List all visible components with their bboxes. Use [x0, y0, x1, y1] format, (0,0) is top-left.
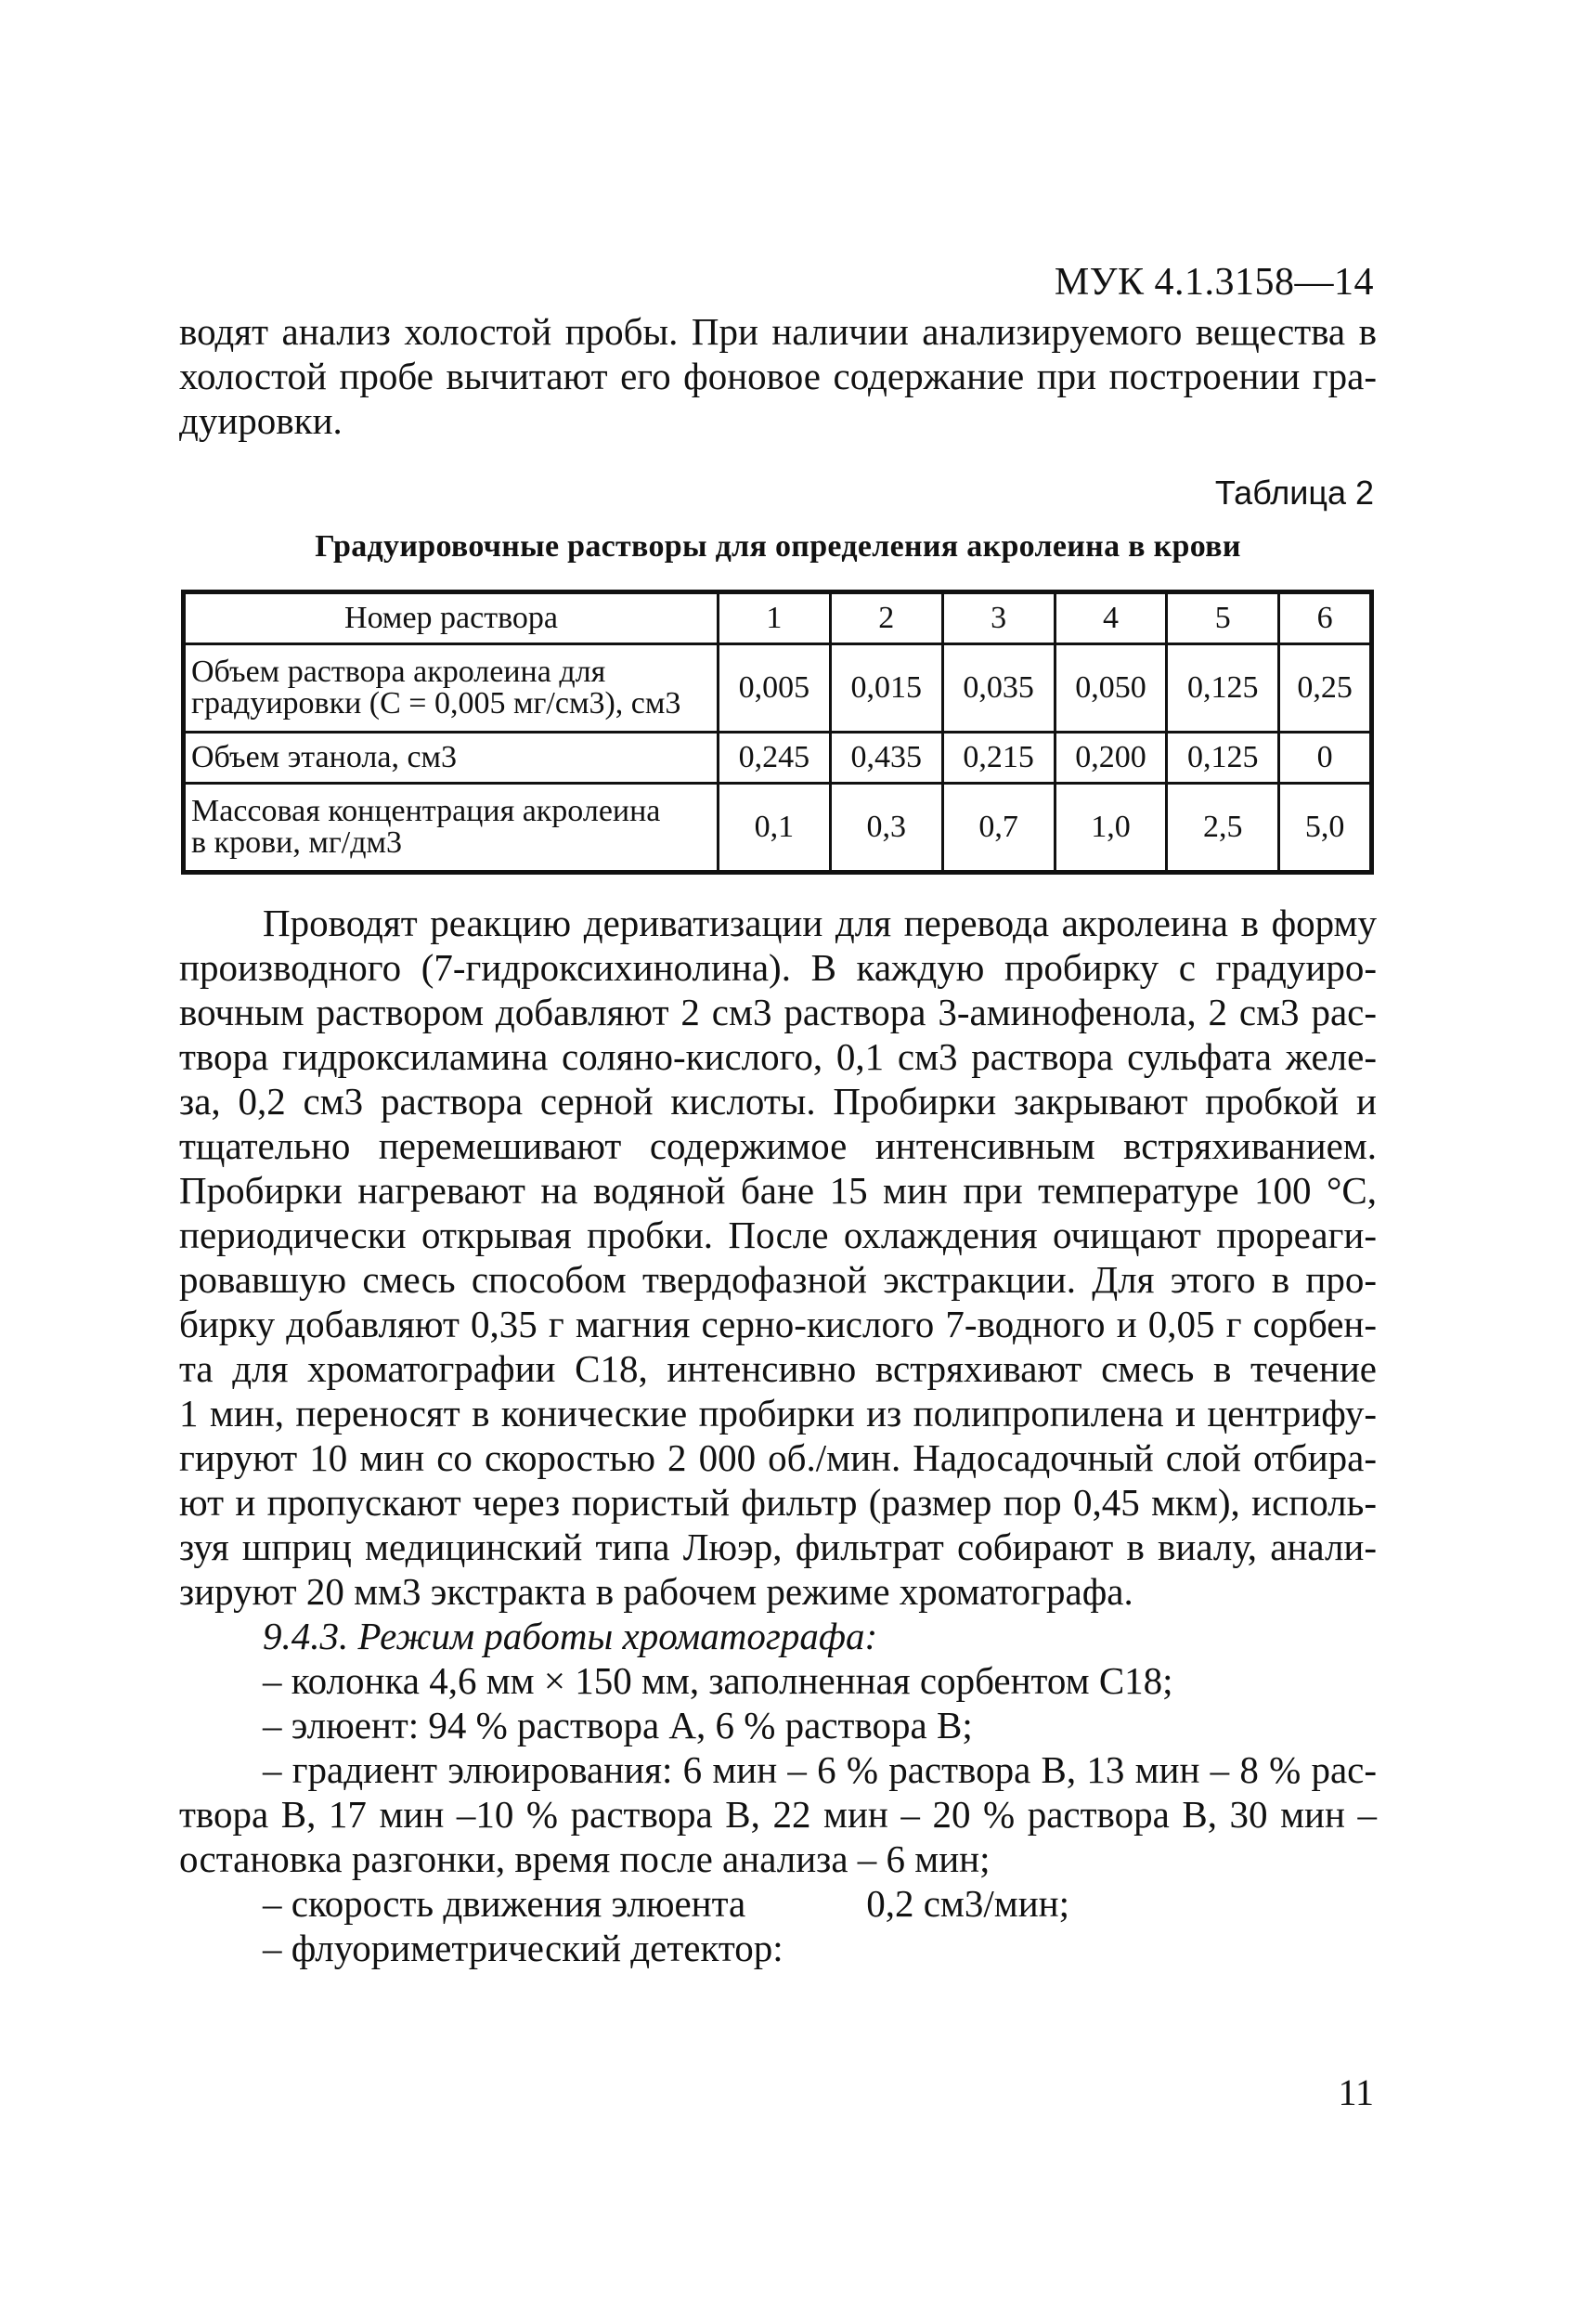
table-cell: 0,125: [1167, 733, 1279, 784]
text-line: вочным раствором добавляют 2 см3 раствора 3-аминофенола, 2 см3 рас-: [179, 991, 1377, 1033]
table-cell: 5,0: [1279, 784, 1372, 873]
table-cell: 0,25: [1279, 644, 1372, 733]
table-cell: 0,200: [1055, 733, 1167, 784]
table-header-row: [184, 592, 1372, 644]
mode-item: – флуориметрический детектор:: [263, 1927, 784, 1969]
table-cell: 1: [719, 592, 831, 644]
table-cell: 0,050: [1055, 644, 1167, 733]
table-cell: 1,0: [1055, 784, 1167, 873]
text-line: бирку добавляют 0,35 г магния серно-кислого 7-водного и 0,05 г сорбен-: [179, 1303, 1377, 1345]
text-line: Проводят реакцию дериватизации для перевода акролеина в форму: [263, 902, 1377, 944]
text-line: ют и пропускают через пористый фильтр (размер пор 0,45 мкм), исполь-: [179, 1481, 1377, 1524]
table-row: [184, 733, 1372, 784]
text-line: периодически открывая пробки. После охлаждения очищают прореаги-: [179, 1214, 1377, 1256]
text-line: производного (7-гидроксихинолина). В каждую пробирку с градуиро-: [179, 946, 1377, 989]
table-cell: 0,245: [719, 733, 831, 784]
table-cell: 0,7: [942, 784, 1055, 873]
table-cell: 2,5: [1167, 784, 1279, 873]
text-line: остановка разгонки, время после анализа – 6 мин;: [179, 1837, 991, 1880]
text-line: 1 мин, переносят в конические пробирки из полипропилена и центрифу-: [179, 1392, 1377, 1435]
mode-item: – элюент: 94 % раствора А, 6 % раствора В;: [263, 1704, 973, 1746]
table-row: [184, 784, 1372, 873]
table-cell: 0,3: [830, 784, 942, 873]
calibration-table: [181, 590, 1374, 875]
table-title: Градуировочные растворы для определения акролеина в крови: [315, 529, 1241, 564]
table-row-label: [184, 733, 719, 784]
table-header-label: Номер раствора: [184, 592, 719, 644]
text-line: твора гидроксиламина соляно-кислого, 0,1 см3 раствора сульфата желе-: [179, 1035, 1377, 1078]
page-number: 11: [1338, 2071, 1374, 2113]
mode-item: – градиент элюирования: 6 мин – 6 % раствора В, 13 мин – 8 % рас-: [263, 1748, 1377, 1791]
row-label-line: градуировки (C = 0,005 мг/см3), см3: [191, 686, 681, 721]
text-line: зируют 20 мм3 экстракта в рабочем режиме хроматографа.: [179, 1570, 1133, 1613]
table-cell: 0,035: [942, 644, 1055, 733]
mode-item: – колонка 4,6 мм × 150 мм, заполненная сорбентом C18;: [263, 1659, 1173, 1702]
mode-item-speed: [179, 1881, 1377, 1926]
table-cell: 0,435: [830, 733, 942, 784]
text-line: холостой пробе вычитают его фоновое содержание при построении гра-: [179, 355, 1377, 397]
text-line: ровавшую смесь способом твердофазной экстракции. Для этого в про-: [179, 1258, 1377, 1301]
table-row-label: [184, 784, 719, 873]
table-cell: 3: [942, 592, 1055, 644]
speed-value: 0,2 см3/мин;: [866, 1882, 1069, 1925]
table-cell: 0,005: [719, 644, 831, 733]
table-cell: 2: [830, 592, 942, 644]
document-code: МУК 4.1.3158—14: [1054, 261, 1374, 304]
table-row: [184, 644, 1372, 733]
row-label-line: Объем этанола, см3: [191, 740, 458, 774]
table-cell: 6: [1279, 592, 1372, 644]
text-line: Пробирки нагревают на водяной бане 15 мин при температуре 100 °С,: [179, 1169, 1377, 1212]
table-cell: 5: [1167, 592, 1279, 644]
table-row-label: [184, 644, 719, 733]
chromatograph-mode-section: [179, 1614, 1377, 1970]
text-line: тщательно перемешивают содержимое интенсивным встряхиванием.: [179, 1124, 1377, 1167]
row-label-line: Объем раствора акролеина для: [191, 655, 606, 689]
text-line: твора В, 17 мин –10 % раствора В, 22 мин – 20 % раствора В, 30 мин –: [179, 1793, 1377, 1836]
table-cell: 4: [1055, 592, 1167, 644]
body-paragraph: [179, 901, 1377, 1614]
section-heading: 9.4.3. Режим работы хроматографа:: [263, 1615, 878, 1657]
row-label-line: в крови, мг/дм3: [191, 825, 403, 860]
table-cell: 0,125: [1167, 644, 1279, 733]
text-line: за, 0,2 см3 раствора серной кислоты. Пробирки закрывают пробкой и: [179, 1080, 1377, 1123]
speed-label: – скорость движения элюента: [263, 1882, 746, 1925]
intro-paragraph: [179, 309, 1377, 443]
text-line: та для хроматографии C18, интенсивно встряхивают смесь в течение: [179, 1347, 1377, 1390]
text-line: зуя шприц медицинский типа Люэр, фильтрат собирают в виалу, анали-: [179, 1526, 1377, 1568]
table-cell: 0,1: [719, 784, 831, 873]
table-label: Таблица 2: [1214, 474, 1374, 512]
table-cell: 0: [1279, 733, 1372, 784]
text-line: гируют 10 мин со скоростью 2 000 об./мин. Надосадочный слой отбира-: [179, 1436, 1377, 1479]
table-cell: 0,015: [830, 644, 942, 733]
row-label-line: Массовая концентрация акролеина: [191, 794, 661, 828]
text-line: дуировки.: [179, 399, 343, 442]
text-line: водят анализ холостой пробы. При наличии анализируемого вещества в: [179, 310, 1377, 353]
table-cell: 0,215: [942, 733, 1055, 784]
